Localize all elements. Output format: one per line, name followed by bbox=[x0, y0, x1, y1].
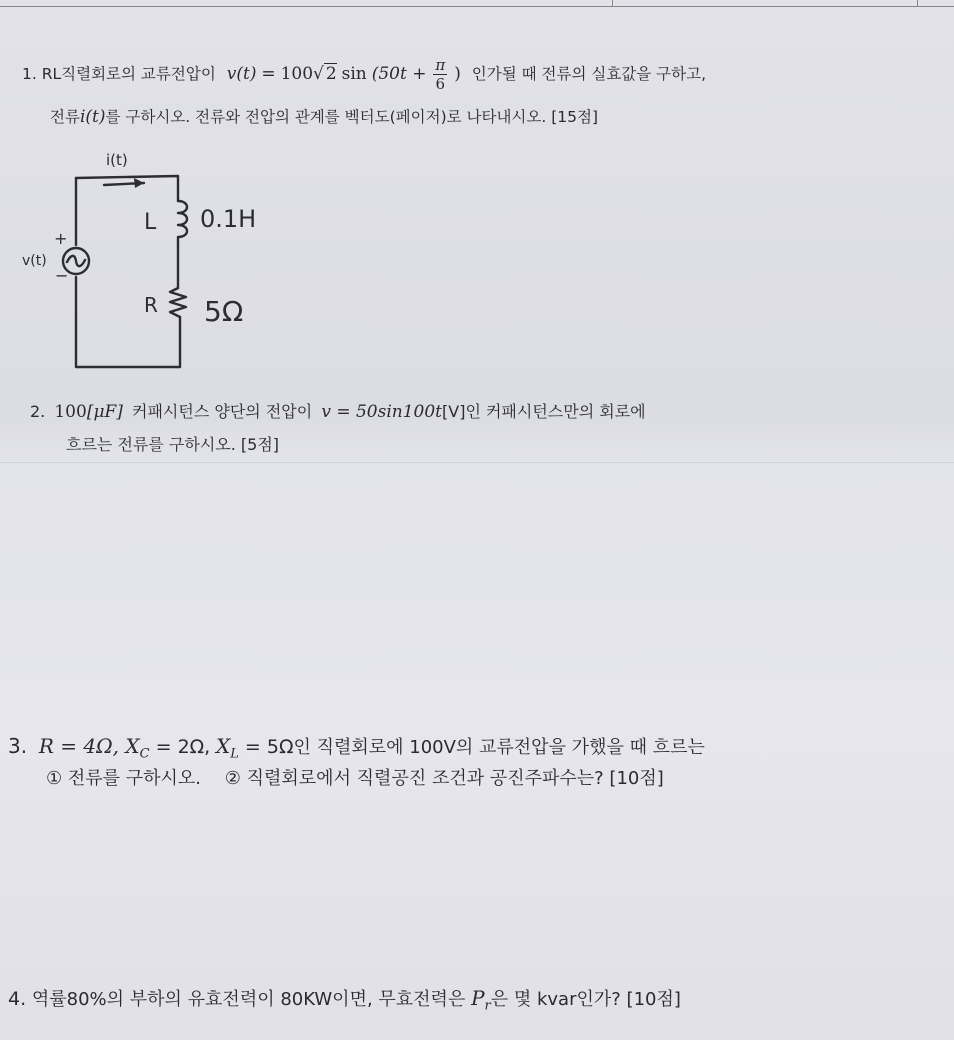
voltage-equation: v = 50sin100t bbox=[321, 402, 442, 422]
border-tick bbox=[917, 0, 918, 6]
sin-argument: (50t + bbox=[371, 64, 427, 84]
source-label: v(t) bbox=[22, 253, 47, 269]
resistor-value: 5Ω bbox=[204, 295, 244, 328]
question-text: 전류 bbox=[50, 108, 80, 126]
voltage-symbol: v(t) bbox=[226, 64, 257, 84]
resistor-label: R bbox=[144, 293, 158, 317]
question-text: 인가될 때 전류의 실효값을 구하고, bbox=[471, 65, 707, 83]
current-label: i(t) bbox=[106, 151, 128, 169]
inductor-label: L bbox=[144, 210, 157, 235]
plus-sign: + bbox=[54, 229, 68, 248]
close-paren: ) bbox=[454, 64, 461, 84]
phase-fraction bbox=[433, 56, 447, 93]
sqrt-value: 2 bbox=[325, 64, 337, 84]
question-text: 커패시턴스 양단의 전압이 bbox=[132, 402, 313, 421]
question-text: 를 구하시오. 전류와 전압의 관계를 벡터도(페이저)로 나타내시오. [15점] bbox=[105, 108, 599, 126]
circuit-wire-bottom bbox=[76, 277, 180, 367]
minus-sign: − bbox=[55, 266, 69, 285]
inductor-coil bbox=[178, 201, 187, 243]
reactive-power-subscript: r bbox=[484, 998, 491, 1014]
amplitude: 100 bbox=[280, 64, 314, 84]
voltage-unit: [V] bbox=[442, 402, 466, 421]
question-text: RL직렬회로의 교류전압이 bbox=[41, 65, 216, 83]
xl-symbol: X bbox=[215, 734, 231, 758]
question-number: 1. bbox=[22, 65, 37, 83]
resistor-zigzag bbox=[170, 288, 186, 317]
xl-subscript: L bbox=[230, 746, 239, 762]
question-1-line-1 bbox=[22, 56, 706, 93]
capacitance-unit: [μF] bbox=[86, 402, 123, 422]
sin-function: sin bbox=[341, 64, 367, 84]
question-text: 역률80%의 부하의 유효전력이 80KW이면, 무효전력은 bbox=[31, 989, 466, 1010]
question-1-line-2 bbox=[50, 104, 598, 130]
question-text: 인 커패시턴스만의 회로에 bbox=[465, 402, 646, 421]
circuit-parameters: R = 4Ω, X bbox=[38, 734, 140, 758]
question-text: 은 몇 kvar인가? [10점] bbox=[490, 989, 681, 1010]
paper-fold bbox=[0, 462, 954, 463]
question-number: 4. bbox=[8, 988, 27, 1010]
rl-circuit-diagram bbox=[20, 145, 300, 380]
xc-subscript: C bbox=[139, 746, 150, 762]
question-3-line-2 bbox=[46, 764, 664, 794]
border-tick bbox=[612, 0, 613, 6]
question-2-line-2 bbox=[66, 432, 279, 458]
fraction-denominator: 6 bbox=[435, 75, 446, 93]
sqrt-symbol: √ bbox=[313, 64, 324, 84]
sub-question-1: ① 전류를 구하시오. bbox=[46, 768, 202, 789]
top-table-border bbox=[0, 0, 954, 7]
xc-value: = 2Ω, bbox=[149, 736, 211, 758]
question-4-line-1 bbox=[8, 982, 681, 1023]
question-text: 흐르는 전류를 구하시오. [5점] bbox=[66, 435, 280, 454]
xl-value: = 5Ω bbox=[238, 736, 294, 758]
circuit-wire-top bbox=[76, 176, 178, 201]
question-number: 3. bbox=[8, 734, 28, 758]
current-symbol: i(t) bbox=[79, 107, 106, 127]
current-arrow-head bbox=[134, 178, 144, 188]
question-text: 인 직렬회로에 100V의 교류전압을 가했을 때 흐르는 bbox=[293, 737, 705, 758]
question-number: 2. bbox=[30, 402, 46, 421]
question-2-line-1 bbox=[30, 397, 646, 427]
inductor-value: 0.1H bbox=[200, 205, 257, 233]
fraction-numerator: π bbox=[435, 56, 446, 74]
equals-sign: = bbox=[261, 64, 276, 84]
reactive-power-symbol: P bbox=[471, 986, 485, 1010]
sub-question-2: ② 직렬회로에서 직렬공진 조건과 공진주파수는? [10점] bbox=[224, 768, 664, 789]
ac-source-wave bbox=[67, 256, 85, 266]
capacitance-value: 100 bbox=[54, 402, 87, 422]
